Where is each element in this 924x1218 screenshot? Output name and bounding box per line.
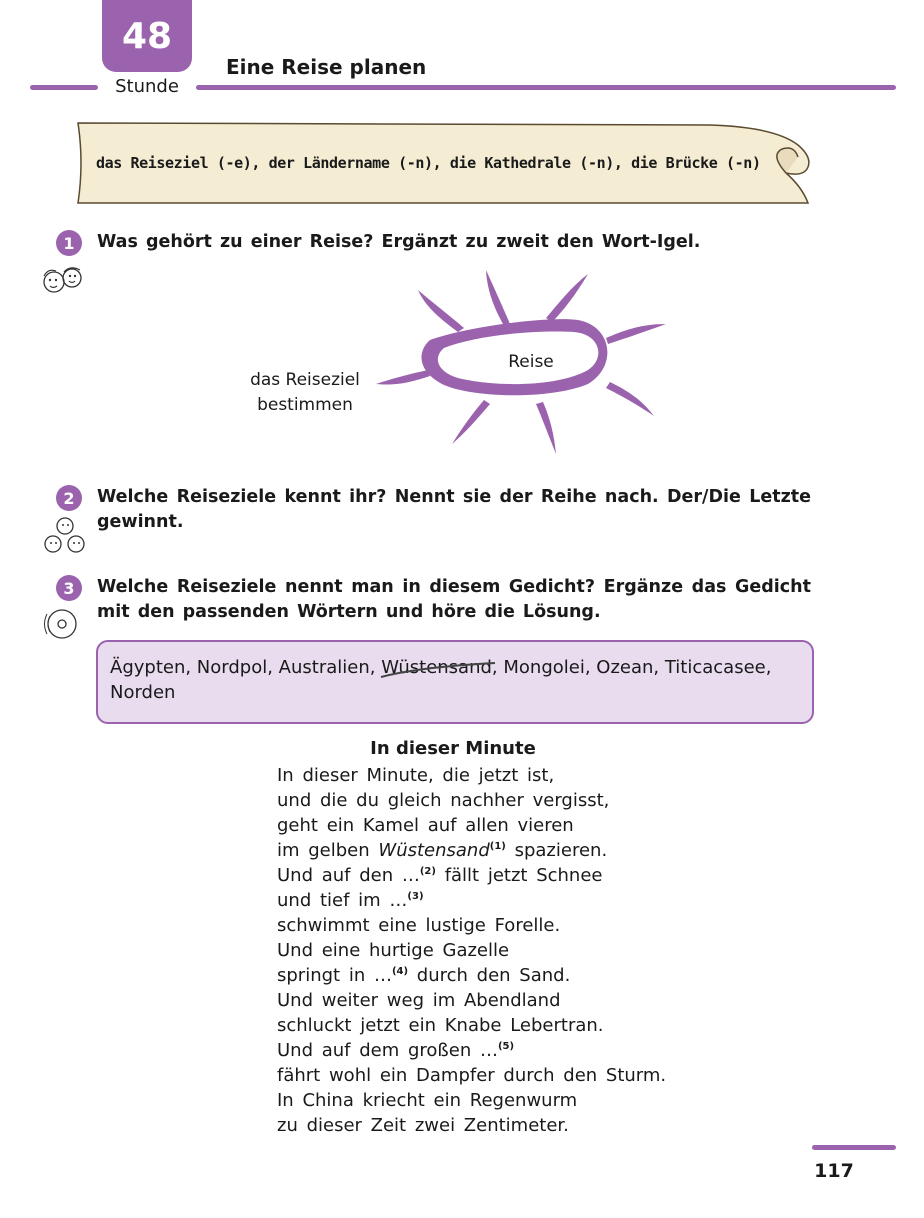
lesson-number: 48	[121, 15, 173, 57]
word-bank-after: , Mongolei, Ozean, Titicacasee, Norden	[110, 657, 772, 703]
task-1-instruction: Was gehört zu einer Reise? Ergänzt zu zweit den Wort-Igel.	[97, 232, 701, 252]
poem-line: Und eine hurtige Gazelle	[277, 940, 510, 961]
poem-segment: springt in …	[277, 965, 392, 986]
audio-cd-icon	[44, 606, 80, 642]
poem-line: und die du gleich nachher vergisst,	[277, 790, 610, 811]
vocabulary-list: das Reiseziel (-e), der Ländername (-n), die Kathedrale (-n), die Brücke (-n)	[96, 154, 761, 172]
poem-line	[277, 863, 666, 888]
page-title: Eine Reise planen	[226, 55, 427, 79]
lesson-word: Stunde	[115, 76, 179, 97]
example-line-2: bestimmen	[257, 395, 353, 415]
footer-rule	[812, 1145, 896, 1150]
task-number-1: 1	[56, 230, 82, 256]
poem-segment: und tief im …	[277, 890, 408, 911]
task-number-2: 2	[56, 485, 82, 511]
poem-line	[277, 838, 666, 863]
poem-example-answer: Wüstensand	[378, 840, 490, 861]
poem-text	[277, 763, 666, 1138]
pair-work-icon	[40, 264, 88, 296]
poem-segment: spazieren.	[505, 840, 608, 861]
gap-number: (4)	[391, 966, 409, 977]
poem-line	[277, 888, 666, 913]
poem-segment: im gelben	[277, 840, 379, 861]
word-spider-center: Reise	[508, 352, 554, 372]
task-2-instruction: Welche Reiseziele kennt ihr? Nennt sie der Reihe nach. Der/Die Letzte gewinnt.	[97, 487, 811, 532]
poem-line: zu dieser Zeit zwei Zentimeter.	[277, 1115, 569, 1136]
poem-title: In dieser Minute	[370, 738, 536, 759]
poem-line	[277, 963, 666, 988]
poem-segment: Und auf den …	[277, 865, 420, 886]
poem-segment: fällt jetzt Schnee	[435, 865, 603, 886]
poem-line: geht ein Kamel auf allen vieren	[277, 815, 574, 836]
crossed-word-text: Wüstensand	[381, 657, 492, 678]
group-work-icon	[42, 516, 88, 556]
task-3-instruction: Welche Reiseziele nennt man in diesem Gedicht? Ergänze das Gedicht mit den passenden Wörtern und höre die Lösung.	[97, 577, 811, 622]
header-rule-left	[30, 85, 98, 90]
lesson-number-badge	[102, 0, 192, 72]
poem-line: schluckt jetzt ein Knabe Lebertran.	[277, 1015, 604, 1036]
poem-segment: Und auf dem großen …	[277, 1040, 498, 1061]
gap-number: (2)	[419, 866, 436, 877]
poem-line: fährt wohl ein Dampfer durch den Sturm.	[277, 1065, 667, 1086]
poem-line: Und weiter weg im Abendland	[277, 990, 561, 1011]
gap-number: (3)	[407, 891, 424, 902]
gap-number: (1)	[489, 841, 506, 852]
poem-line	[277, 1038, 666, 1063]
gap-number: (5)	[497, 1041, 515, 1052]
poem-line: schwimmt eine lustige Forelle.	[277, 915, 561, 936]
page-number: 117	[814, 1160, 854, 1182]
word-bank-box	[96, 640, 814, 724]
crossed-out-word	[381, 657, 492, 678]
poem-segment: durch den Sand.	[408, 965, 571, 986]
header-rule-right	[196, 85, 896, 90]
poem-line: In dieser Minute, die jetzt ist,	[277, 765, 555, 786]
example-line-1: das Reiseziel	[250, 370, 360, 390]
poem-line: In China kriecht ein Regenwurm	[277, 1090, 578, 1111]
strike-through-mark	[379, 661, 497, 681]
word-bank-before: Ägypten, Nordpol, Australien,	[110, 657, 382, 678]
word-spider-example	[236, 368, 374, 418]
task-number-3: 3	[56, 575, 82, 601]
